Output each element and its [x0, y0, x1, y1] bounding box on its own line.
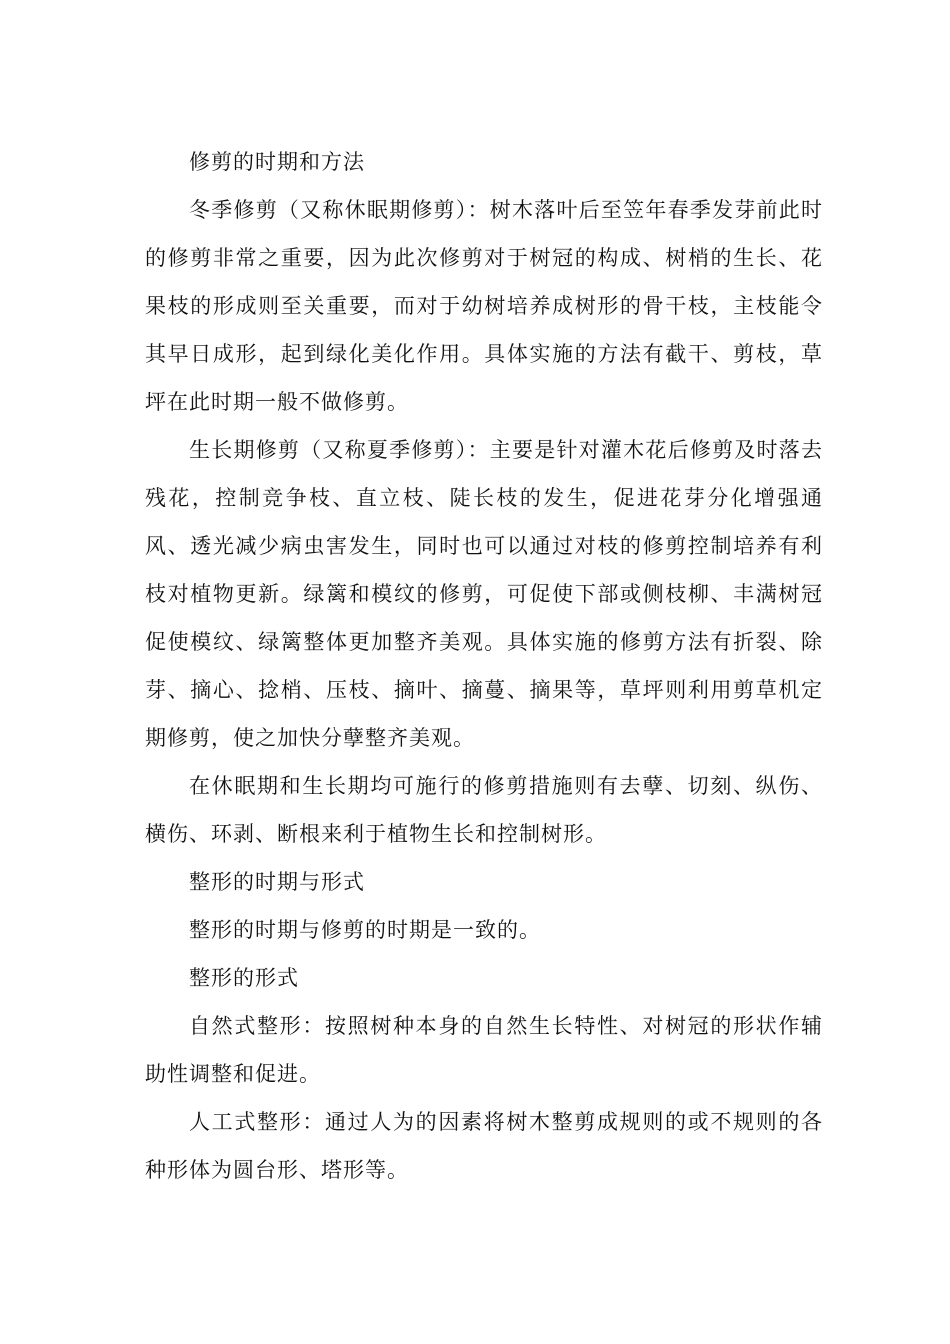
section-heading-shaping-period-form: 整形的时期与形式 — [189, 870, 365, 894]
paragraph-natural-shaping: 自然式整形：按照树种本身的自然生长特性、对树冠的形状作辅助性调整和促进。 — [145, 1014, 823, 1086]
section-heading-pruning-period-method: 修剪的时期和方法 — [189, 150, 365, 174]
paragraph-shaping-period: 整形的时期与修剪的时期是一致的。 — [189, 918, 541, 942]
paragraph-winter-pruning: 冬季修剪（又称休眠期修剪）：树木落叶后至笠年春季发芽前此时的修剪非常之重要，因为此次修剪对于树冠的构成、树梢的生长、花果枝的形成则至关重要，而对于幼树培养成树形的骨干枝，主枝能令其早日成形，起到绿化美化作用。具体实施的方法有截干、剪枝，草坪在此时期一般不做修剪。 — [145, 198, 823, 414]
document-body — [145, 138, 823, 1194]
paragraph-both-seasons-measures: 在休眠期和生长期均可施行的修剪措施则有去孽、切刻、纵伤、横伤、环剥、断根来利于植物生长和控制树形。 — [145, 774, 823, 846]
section-heading-shaping-form: 整形的形式 — [189, 966, 299, 990]
paragraph-artificial-shaping: 人工式整形：通过人为的因素将树木整剪成规则的或不规则的各种形体为圆台形、塔形等。 — [145, 1110, 823, 1182]
paragraph-growing-season-pruning: 生长期修剪（又称夏季修剪）：主要是针对灌木花后修剪及时落去残花，控制竞争枝、直立枝、陡长枝的发生，促进花芽分化增强通风、透光减少病虫害发生，同时也可以通过对枝的修剪控制培养有利枝对植物更新。绿篱和模纹的修剪，可促使下部或侧枝柳、丰满树冠促使模纹、绿篱整体更加整齐美观。具体实施的修剪方法有折裂、除芽、摘心、捻梢、压枝、摘叶、摘蔓、摘果等，草坪则利用剪草机定期修剪，使之加快分孽整齐美观。 — [145, 438, 823, 750]
